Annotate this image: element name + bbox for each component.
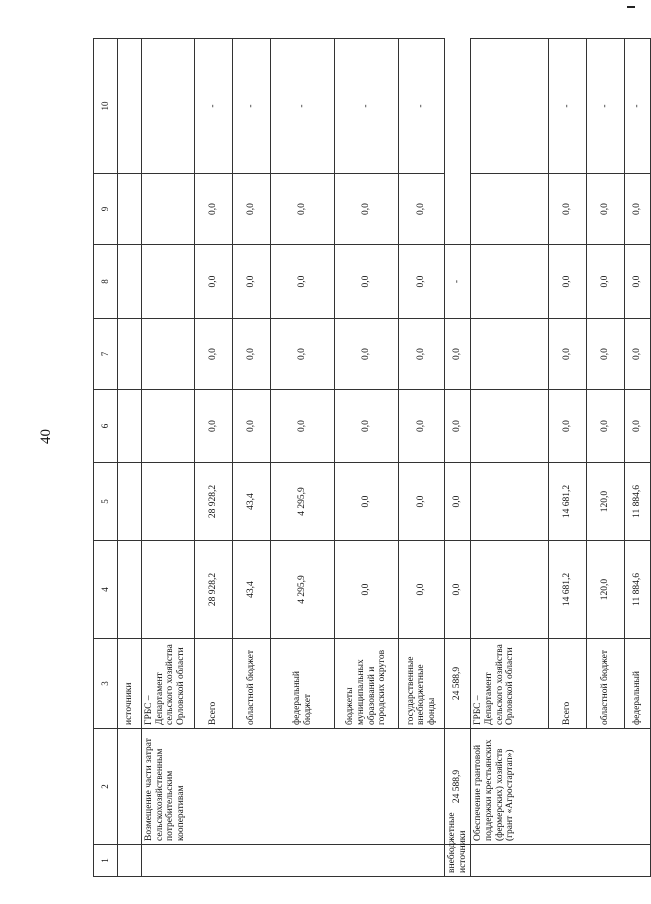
value-cell: 0,0 (445, 319, 471, 390)
rotated-table-wrapper (93, 39, 643, 877)
budget-table (93, 38, 651, 877)
value-cell: 24 588,9 (445, 729, 471, 845)
header-cell: 3 (94, 639, 118, 729)
value-cell: 0,0 (335, 319, 399, 390)
value-cell: 0,0 (271, 319, 335, 390)
value-cell: - (549, 39, 587, 174)
sources-label: источники (118, 639, 142, 729)
value-cell: 0,0 (625, 174, 651, 245)
row-label: государственные внебюджетные фонды (399, 639, 445, 729)
value-cell: - (335, 39, 399, 174)
value-cell: 0,0 (549, 319, 587, 390)
value-cell: 14 681,2 (549, 463, 587, 541)
value-cell: 0,0 (587, 174, 625, 245)
value-cell: 0,0 (195, 319, 233, 390)
value-cell: 0,0 (271, 174, 335, 245)
value-cell: 28 928,2 (195, 463, 233, 541)
row-label: областной бюджет (587, 639, 625, 729)
row-label: областной бюджет (233, 639, 271, 729)
value-cell: - (445, 245, 471, 319)
value-cell: - (233, 39, 271, 174)
value-cell: - (271, 39, 335, 174)
row-label: федеральный (625, 639, 651, 729)
value-cell: 11 884,6 (625, 463, 651, 541)
grbs-label: ГРБС – Департамент сельского хозяйства Орловской области (142, 639, 195, 729)
header-cell: 6 (94, 390, 118, 463)
value-cell: 0,0 (625, 245, 651, 319)
value-cell: 0,0 (195, 174, 233, 245)
value-cell: 0,0 (587, 390, 625, 463)
value-cell: 0,0 (587, 245, 625, 319)
row-label: Всего (195, 639, 233, 729)
value-cell: - (587, 39, 625, 174)
value-cell: 11 884,6 (625, 541, 651, 639)
value-cell: 0,0 (549, 390, 587, 463)
value-cell: 0,0 (335, 463, 399, 541)
value-cell: 0,0 (195, 245, 233, 319)
value-cell: 0,0 (335, 174, 399, 245)
table-row (118, 39, 142, 877)
value-cell: 0,0 (625, 319, 651, 390)
header-row (94, 39, 118, 877)
value-cell: 0,0 (549, 174, 587, 245)
value-cell: - (399, 39, 445, 174)
value-cell: 0,0 (233, 174, 271, 245)
value-cell: 120,0 (587, 541, 625, 639)
value-cell: 14 681,2 (549, 541, 587, 639)
table-row (445, 39, 471, 877)
header-cell: 1 (94, 845, 118, 877)
value-cell: 0,0 (587, 319, 625, 390)
value-cell: 0,0 (399, 174, 445, 245)
value-cell: 0,0 (399, 245, 445, 319)
value-cell: 0,0 (233, 390, 271, 463)
value-cell: 120,0 (587, 463, 625, 541)
section-title: Обеспечение грантовой поддержки крестьянских (фермерских) хозяйств (грант «Агростартап») (471, 729, 651, 845)
table-row (471, 39, 549, 877)
value-cell: 0,0 (399, 463, 445, 541)
value-cell: 4 295,9 (271, 463, 335, 541)
value-cell: 0,0 (445, 390, 471, 463)
section-title: Возмещение части затрат сельскохозяйственным потребительским кооперативам (142, 729, 445, 845)
value-cell: 0,0 (445, 463, 471, 541)
value-cell: 0,0 (549, 245, 587, 319)
row-label: внебюджетные источники (445, 845, 471, 877)
row-label: Всего (549, 639, 587, 729)
value-cell: 0,0 (399, 541, 445, 639)
value-cell: 28 928,2 (195, 541, 233, 639)
value-cell: 0,0 (335, 390, 399, 463)
value-cell: 0,0 (195, 390, 233, 463)
value-cell: 43,4 (233, 463, 271, 541)
value-cell: - (625, 39, 651, 174)
header-cell: 8 (94, 245, 118, 319)
value-cell: 43,4 (233, 541, 271, 639)
page-number: 40 (38, 429, 54, 444)
header-cell: 2 (94, 729, 118, 845)
value-cell: 0,0 (233, 245, 271, 319)
value-cell: 4 295,9 (271, 541, 335, 639)
value-cell: 24 588,9 (445, 639, 471, 729)
value-cell: 0,0 (271, 390, 335, 463)
grbs-label: ГРБС – Департамент сельского хозяйства Орловской области (471, 639, 549, 729)
value-cell: 0,0 (625, 390, 651, 463)
header-cell: 4 (94, 541, 118, 639)
row-label: федеральный бюджет (271, 639, 335, 729)
value-cell: 0,0 (271, 245, 335, 319)
header-cell: 7 (94, 319, 118, 390)
corner-mark (627, 6, 635, 8)
header-cell: 10 (94, 39, 118, 174)
value-cell: 0,0 (445, 541, 471, 639)
value-cell: 0,0 (335, 541, 399, 639)
value-cell: 0,0 (399, 390, 445, 463)
value-cell: - (195, 39, 233, 174)
value-cell: 0,0 (335, 245, 399, 319)
value-cell: 0,0 (399, 319, 445, 390)
table-row (142, 39, 195, 877)
header-cell: 9 (94, 174, 118, 245)
value-cell: 0,0 (233, 319, 271, 390)
row-label: бюджеты муниципальных образований и городских округов (335, 639, 399, 729)
header-cell: 5 (94, 463, 118, 541)
